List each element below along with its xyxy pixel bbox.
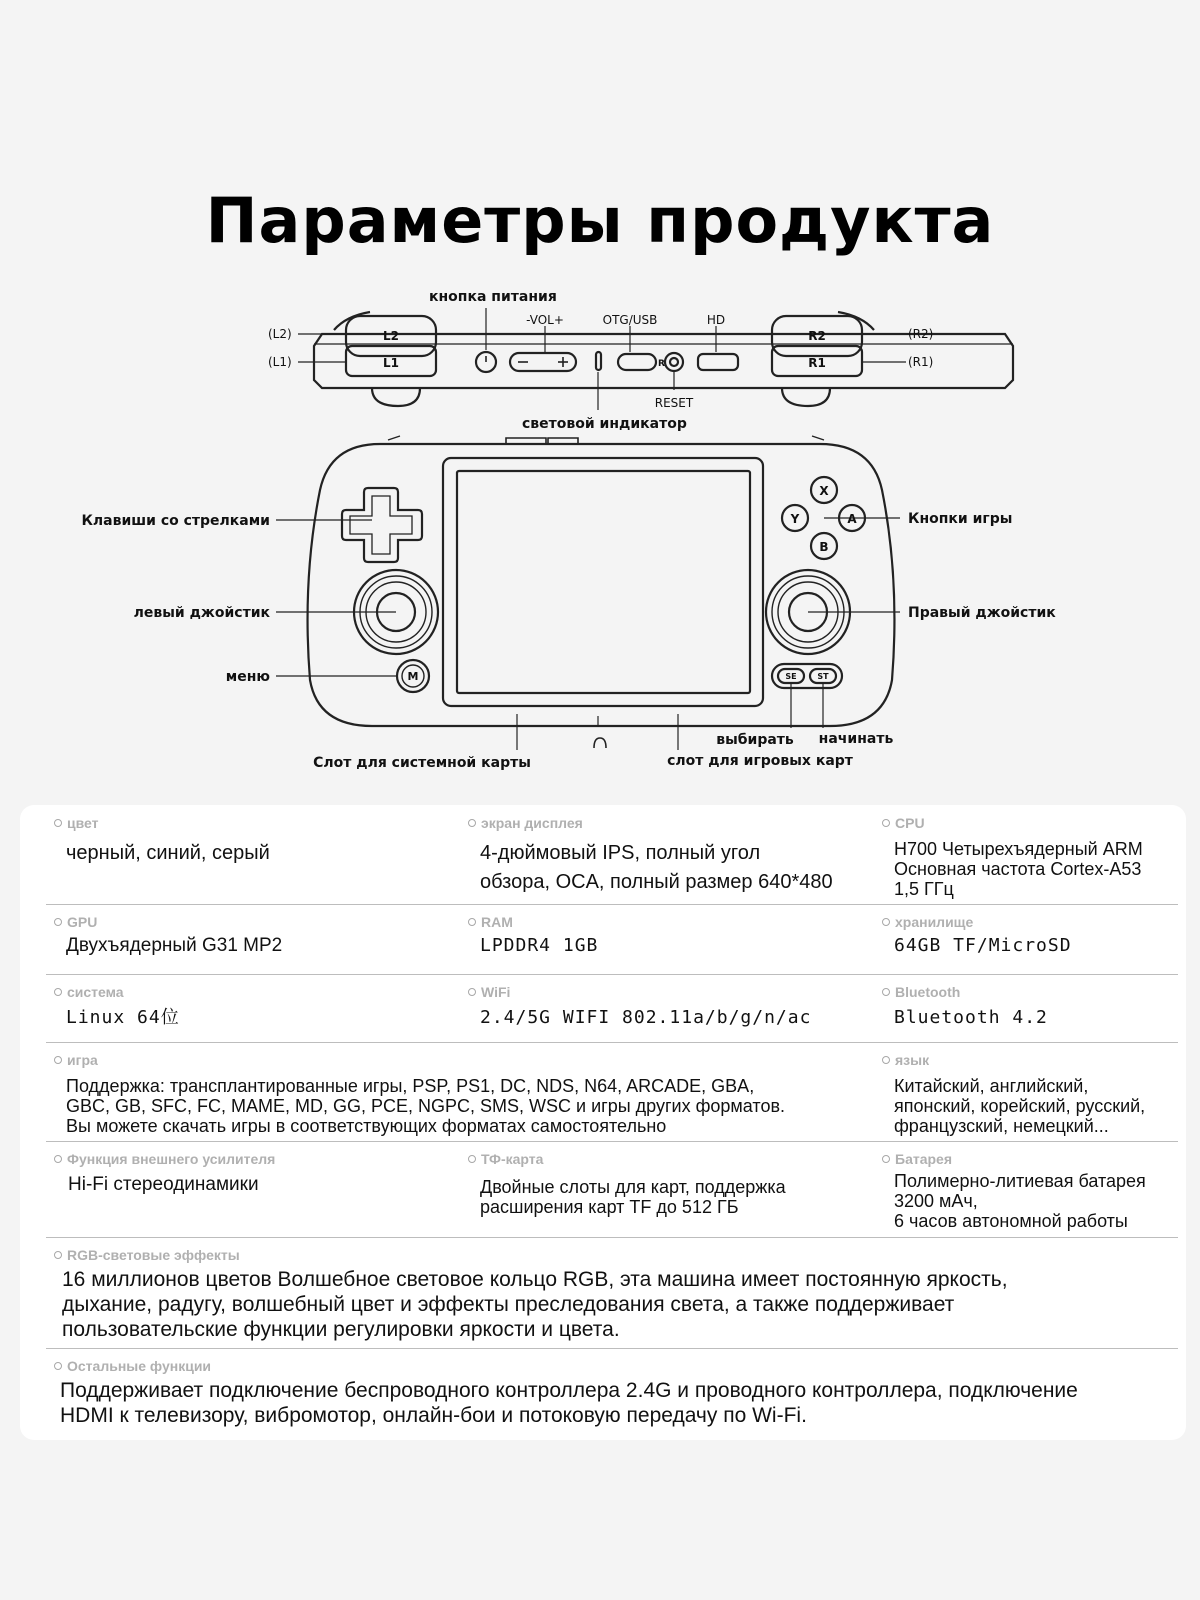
right-stick-label: Правый джойстик [908, 605, 1056, 621]
spec-value: Двухъядерный G31 MP2 [66, 935, 283, 956]
reset-label: RESET [654, 396, 694, 410]
spec-label: хранилище [882, 914, 973, 930]
r2-button-label: R2 [808, 329, 826, 343]
screen-bezel [443, 458, 763, 706]
game-slot-label: слот для игровых карт [667, 753, 853, 769]
spec-value: Двойные слоты для карт, поддержка [480, 1177, 786, 1197]
spec-label: WiFi [468, 984, 510, 1000]
spec-label: игра [54, 1052, 98, 1068]
spec-value: H700 Четырехъядерный ARM [894, 839, 1143, 859]
l1-callout: (L1) [268, 355, 292, 369]
spec-row [46, 805, 1178, 905]
spec-value: Bluetooth 4.2 [894, 1007, 1048, 1028]
spec-label: Функция внешнего усилителя [54, 1151, 275, 1167]
r2-callout: (R2) [908, 327, 934, 341]
spec-label: язык [882, 1052, 929, 1068]
spec-row [46, 1237, 1178, 1349]
spec-value: 64GB TF/MicroSD [894, 935, 1072, 956]
spec-row [46, 1141, 1178, 1238]
m-label: M [407, 670, 419, 683]
system-slot-label: Слот для системной карты [313, 755, 531, 771]
page-title: Параметры продукта [205, 184, 995, 257]
reset-button[interactable] [665, 353, 683, 371]
vol-label: -VOL+ [526, 313, 564, 327]
otg-usb-port [618, 354, 656, 370]
spec-value: пользовательские функции регулировки яркости и цвета. [62, 1318, 620, 1341]
spec-value: 1,5 ГГц [894, 879, 954, 899]
led-label: световой индикатор [522, 416, 687, 432]
otg-label: OTG/USB [602, 313, 658, 327]
y-label: Y [790, 512, 800, 526]
spec-label: RGB-световые эффекты [54, 1247, 240, 1263]
dpad[interactable] [342, 488, 422, 562]
screen [457, 471, 750, 693]
spec-label: GPU [54, 914, 97, 930]
spec-value: Вы можете скачать игры в соответствующих форматах самостоятельно [66, 1116, 667, 1136]
spec-label: Bluetooth [882, 984, 960, 1000]
spec-value: дыхание, радугу, волшебный цвет и эффекты преследования света, а также поддерживает [62, 1293, 955, 1316]
hd-label: HD [706, 313, 726, 327]
spec-panel [20, 805, 1186, 1440]
spec-value: Поддержка: трансплантированные игры, PSP, PS1, DC, NDS, N64, ARCADE, GBA, [66, 1076, 755, 1096]
l2-button-label: L2 [383, 329, 399, 343]
menu-label: меню [225, 669, 270, 685]
spec-value: 3200 мАч, [894, 1191, 978, 1211]
st-label: ST [817, 672, 829, 681]
spec-label: Остальные функции [54, 1358, 211, 1374]
spec-row [46, 904, 1178, 975]
select-label: выбирать [716, 732, 794, 748]
spec-value: французский, немецкий... [894, 1116, 1109, 1136]
spec-label: RAM [468, 914, 513, 930]
spec-value: 4-дюймовый IPS, полный угол [480, 842, 761, 864]
spec-value: расширения карт TF до 512 ГБ [480, 1197, 739, 1217]
l1-button-label: L1 [383, 356, 399, 370]
device-diagram [0, 280, 1200, 800]
dpad-label: Клавиши со стрелками [81, 513, 270, 529]
spec-label: Батарея [882, 1151, 952, 1167]
spec-value: Полимерно-литиевая батарея [894, 1171, 1146, 1191]
spec-label: система [54, 984, 124, 1000]
a-label: A [847, 512, 857, 526]
spec-value: японский, корейский, русский, [894, 1096, 1146, 1116]
spec-row [46, 1348, 1178, 1440]
spec-value: GBC, GB, SFC, FC, MAME, MD, GG, PCE, NGPC, SMS, WSC и игры других форматов. [66, 1096, 786, 1116]
spec-label: цвет [54, 815, 99, 831]
game-buttons-label: Кнопки игры [908, 511, 1013, 527]
spec-value: 16 миллионов цветов Волшебное световое кольцо RGB, эта машина имеет постоянную яркость, [62, 1268, 1008, 1291]
r1-button-label: R1 [808, 356, 826, 370]
led-indicator [596, 352, 601, 370]
spec-value: HDMI к телевизору, вибромотор, онлайн-бои и потоковую передачу по Wi-Fi. [60, 1404, 807, 1427]
start-label: начинать [818, 731, 894, 747]
spec-value: 6 часов автономной работы [894, 1211, 1128, 1231]
spec-value: 2.4/5G WIFI 802.11a/b/g/n/ac [480, 1007, 812, 1028]
l2-callout: (L2) [268, 327, 292, 341]
device-front-view [276, 436, 900, 750]
r-mark: R [658, 359, 665, 369]
spec-value: LPDDR4 1GB [480, 935, 599, 956]
x-label: X [819, 484, 829, 498]
spec-value: черный, синий, серый [66, 842, 270, 864]
spec-value: Hi-Fi стереодинамики [68, 1174, 259, 1195]
select-start-frame [772, 664, 842, 688]
spec-value: Основная частота Cortex-A53 [894, 859, 1142, 879]
spec-value: обзора, OCA, полный размер 640*480 [480, 871, 833, 893]
se-label: SE [785, 672, 797, 681]
left-stick-label: левый джойстик [133, 605, 270, 621]
spec-label: экран дисплея [468, 815, 583, 831]
b-label: B [819, 540, 829, 554]
spec-row [46, 1042, 1178, 1142]
spec-label: CPU [882, 815, 925, 831]
spec-value: Китайский, английский, [894, 1076, 1089, 1096]
spec-value: Linux 64位 [66, 1007, 180, 1028]
power-button-label: кнопка питания [429, 289, 557, 305]
spec-row [46, 974, 1178, 1043]
spec-value: Поддерживает подключение беспроводного контроллера 2.4G и проводного контроллера, подключение [60, 1379, 1078, 1402]
hdmi-port [698, 354, 738, 370]
headphone-icon [594, 738, 606, 748]
r1-callout: (R1) [908, 355, 934, 369]
spec-label: ТФ-карта [468, 1151, 543, 1167]
